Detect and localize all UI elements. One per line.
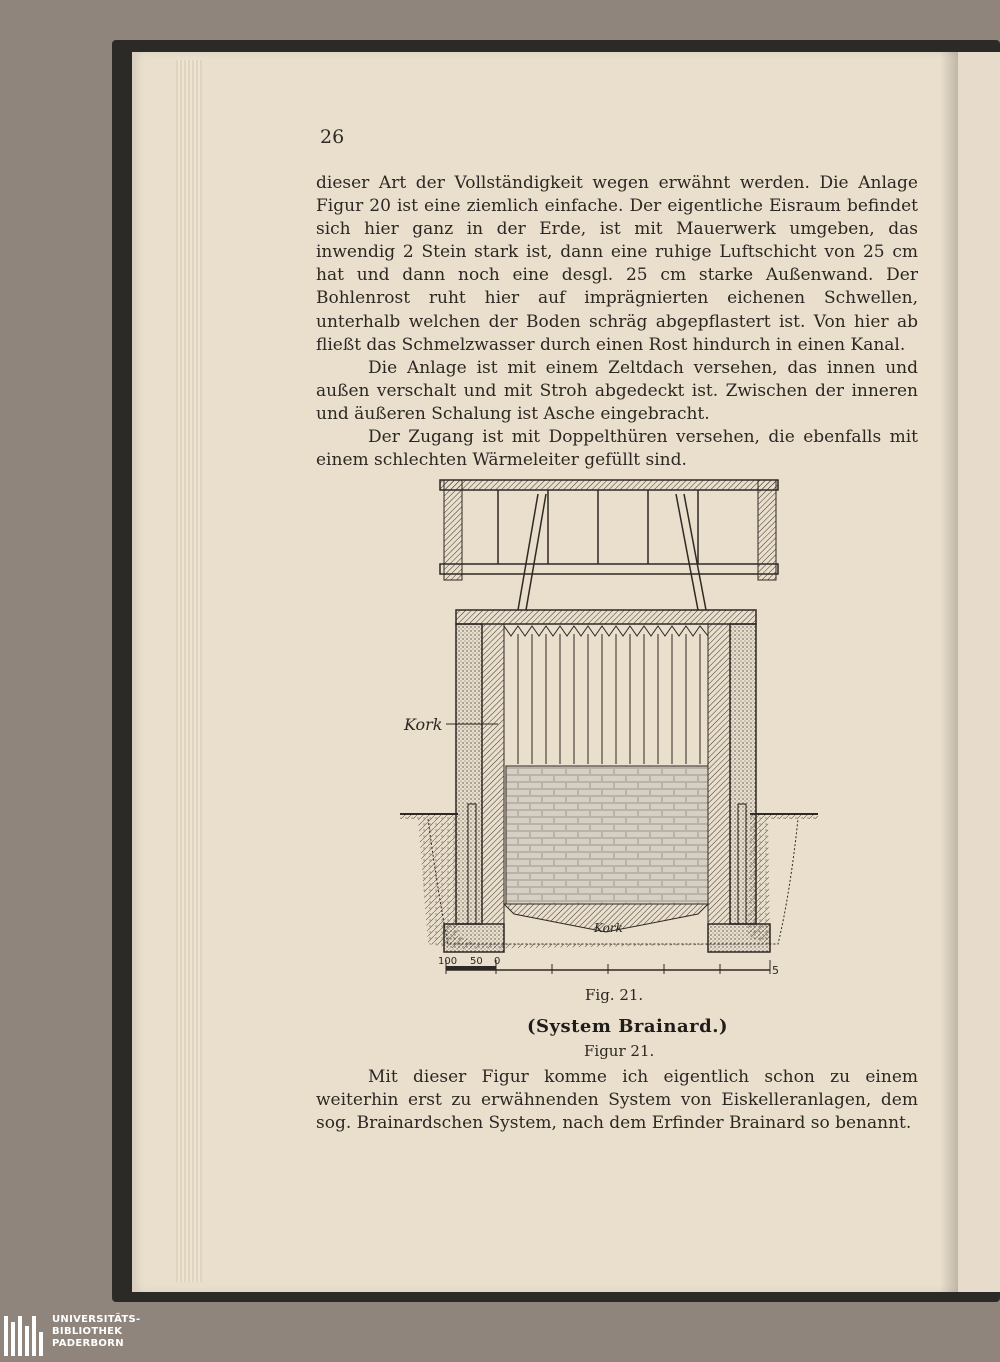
section-subheading: Figur 21. [584,1042,655,1060]
kork-bottom-label: Kork [594,921,623,935]
body-text-bottom [316,1066,918,1135]
outer-wall-left [456,624,482,924]
logo-line-1: UNIVERSITÄTS- [52,1314,141,1325]
section-heading: (System Brainard.) [527,1016,728,1037]
ice-chamber-slats [518,634,700,764]
library-logo [0,1310,200,1362]
page-edges [176,60,202,1282]
scale-label-5: 5 [772,964,779,977]
figure-caption: Fig. 21. [585,986,644,1004]
scale-label-100: 100 [438,956,458,967]
scale-label-50: 50 [470,956,483,967]
logo-line-3: PADERBORN [52,1338,124,1349]
paragraph: Mit dieser Figur komme ich eigentlich schon zu einem weiterhin erst zu erwähnenden System von Eiskelleranlagen, dem sog. Brainardschen System, nach dem Erfinder Brainard so benannt. [316,1067,918,1134]
roof-posts [498,490,706,610]
inner-wall-right [708,624,730,924]
roof-side-right [758,480,776,580]
roof-side-left [444,480,462,580]
paragraph: Die Anlage ist mit einem Zeltdach versehen, das innen und außen verschalt und mit Stroh abgedeckt ist. Zwischen der inneren und äußeren Schalung ist Asche eingebracht. [316,357,918,424]
figure-21-drawing [398,474,828,984]
kork-side-label: Kork [404,715,443,734]
ice-blocks [506,766,708,904]
foundation-left [444,924,504,952]
outer-wall-right [730,624,756,924]
facing-page-edge [958,52,1000,1292]
paragraph: Der Zugang ist mit Doppelthüren versehen, die ebenfalls mit einem schlechten Wärmeleiter gefüllt sind. [316,427,918,471]
zigzag-top [504,626,708,636]
logo-line-2: BIBLIOTHEK [52,1326,123,1337]
scale-label-0: 0 [494,956,501,967]
library-logo-text [52,1314,141,1350]
library-logo-mark [4,1312,44,1358]
paragraph: dieser Art der Vollständigkeit wegen erwähnt werden. Die Anlage Figur 20 ist eine ziemlich einfache. Der eigentliche Eisraum befindet sich hier ganz in der Erde, ist mit Mauerwerk umgeben, das inwendig 2 Stein stark ist, dann eine ruhige Luftschicht von 25 cm hat und dann noch eine desgl. 25 cm starke Außenwand. Der Bohlenrost ruht hier auf imprägnierten eichenen Schwellen, unterhalb welchen der Boden schräg abgepflastert ist. Von hier ab fließt das Schmelzwasser durch einen Rost hindurch in einen Kanal. [316,173,918,355]
page-gutter-shadow [940,52,958,1292]
page-number: 26 [320,126,345,148]
inner-wall-left [482,624,504,924]
roof-beam-low [456,610,756,624]
roof-beam-mid [440,564,778,574]
roof-beam-top [440,480,778,490]
foundation-right [708,924,770,952]
body-text-top [316,172,918,472]
